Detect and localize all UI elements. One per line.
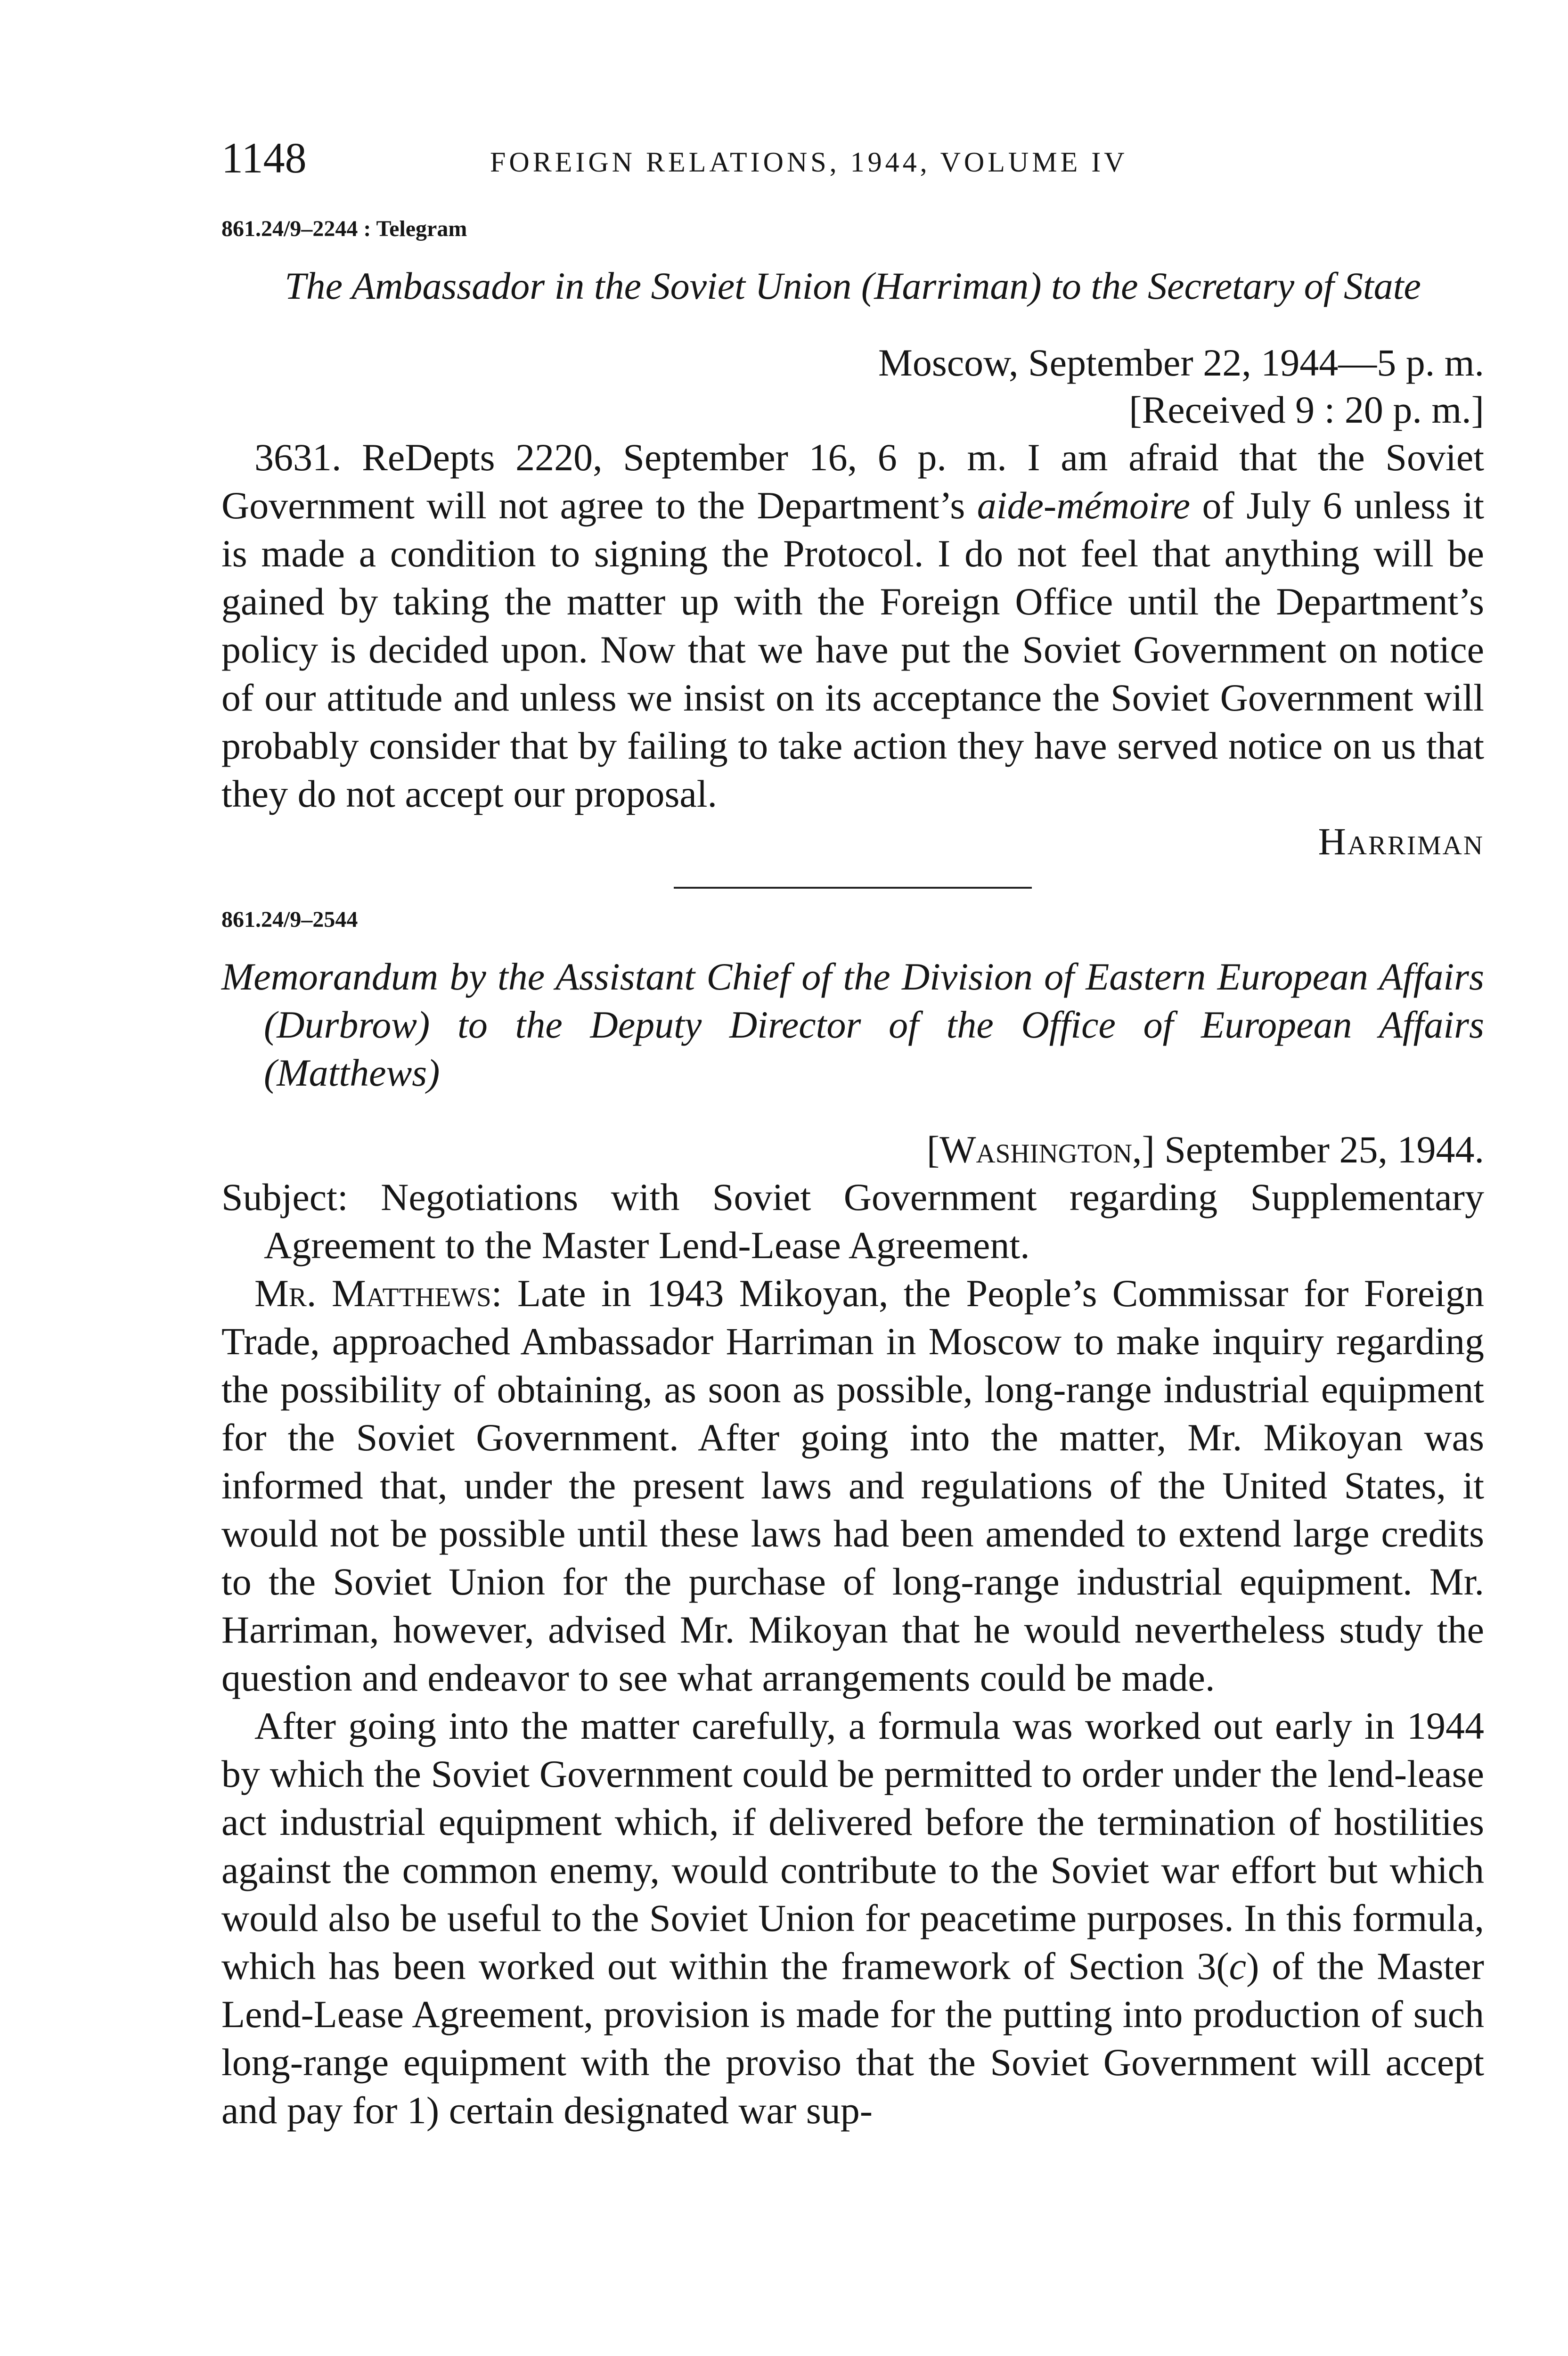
document-page bbox=[221, 132, 1484, 2135]
dateline: Moscow, September 22, 1944—5 p. m. bbox=[878, 341, 1484, 384]
document-reference: 861.24/9–2244 : Telegram bbox=[221, 216, 467, 241]
running-header bbox=[221, 132, 1484, 184]
document-reference: 861.24/9–2544 bbox=[221, 907, 358, 932]
memo-paragraph-text: Late in 1943 Mikoyan, the People’s Commissar for Foreign Trade, approached Ambassador Harriman in Moscow to make inquiry regarding the possibility of obtaining, as soon as possible, long-range industrial equipment for the Soviet Government. After going into the matter, Mr. Mikoyan was informed that, under the present laws and regulations of the United States, it would not be possible until these laws had been amended to extend large credits to the Soviet Union for the purchase of long-range industrial equipment. Mr. Harriman, however, advised Mr. Mikoyan that he would nevertheless study the question and endeavor to see what arrangements could be made. bbox=[221, 1272, 1484, 1699]
dateline-place: Washington, bbox=[939, 1128, 1142, 1171]
memo-paragraph bbox=[221, 1269, 1484, 1702]
memo-subject: Subject: Negotiations with Soviet Government regarding Supplementary Agreement to the Master Lend-Lease Agreement. bbox=[221, 1176, 1484, 1267]
section-divider bbox=[674, 887, 1032, 889]
received-time: [Received 9 : 20 p. m.] bbox=[1129, 388, 1484, 431]
document-title: Memorandum by the Assistant Chief of the Division of Eastern European Affairs (Durbrow) to the Deputy Director of the Office of European Affairs (Matthews) bbox=[221, 955, 1484, 1094]
memo-paragraph-italic: c bbox=[1229, 1945, 1247, 1988]
memo-paragraph-lead: After going into the matter carefully, a formula was worked out early in 1944 by which the Soviet Government could be permitted to order under the lend-lease act industrial equipment which, if delivered before the termination of hostilities against the common enemy, would contribute to the Soviet war effort but which would also be useful to the Soviet Union for peacetime purposes. In this formula, which has been worked out within the framework of Section 3( bbox=[221, 1704, 1484, 1988]
page-number: 1148 bbox=[221, 134, 307, 182]
dateline: [Washington,] September 25, 1944. bbox=[926, 1128, 1484, 1171]
telegram-body-lead: 3631. ReDepts 2220, September 16, 6 p. m. I am afraid that the Soviet Government will not agree to the Department’s bbox=[221, 436, 1484, 527]
memo-paragraph-rest: ) of the Master Lend-Lease Agreement, provision is made for the putting into production of such long-range equipment with the proviso that the Soviet Government will accept and pay for 1) certain designated war sup- bbox=[221, 1945, 1484, 2132]
document-memorandum bbox=[221, 906, 1484, 2135]
telegram-body bbox=[221, 434, 1484, 818]
telegram-body-italic: aide-mémoire bbox=[977, 484, 1191, 527]
document-title: The Ambassador in the Soviet Union (Harriman) to the Secretary of State bbox=[285, 264, 1421, 307]
dateline-date: September 25, 1944. bbox=[1164, 1128, 1484, 1171]
memo-paragraph bbox=[221, 1702, 1484, 2135]
signature: Harriman bbox=[1318, 820, 1484, 863]
telegram-body-rest: of July 6 unless it is made a condition to signing the Protocol. I do not feel that anything will be gained by taking the matter up with the Foreign Office until the Department’s policy is decided upon. Now that we have put the Soviet Government on notice of our attitude and unless we insist on its acceptance the Soviet Government will probably consider that by failing to take action they have served notice on us that they do not accept our proposal. bbox=[221, 484, 1484, 815]
document-telegram bbox=[221, 215, 1484, 865]
running-title: FOREIGN RELATIONS, 1944, VOLUME IV bbox=[490, 147, 1128, 178]
salutation: Mr. Matthews: bbox=[254, 1272, 502, 1315]
